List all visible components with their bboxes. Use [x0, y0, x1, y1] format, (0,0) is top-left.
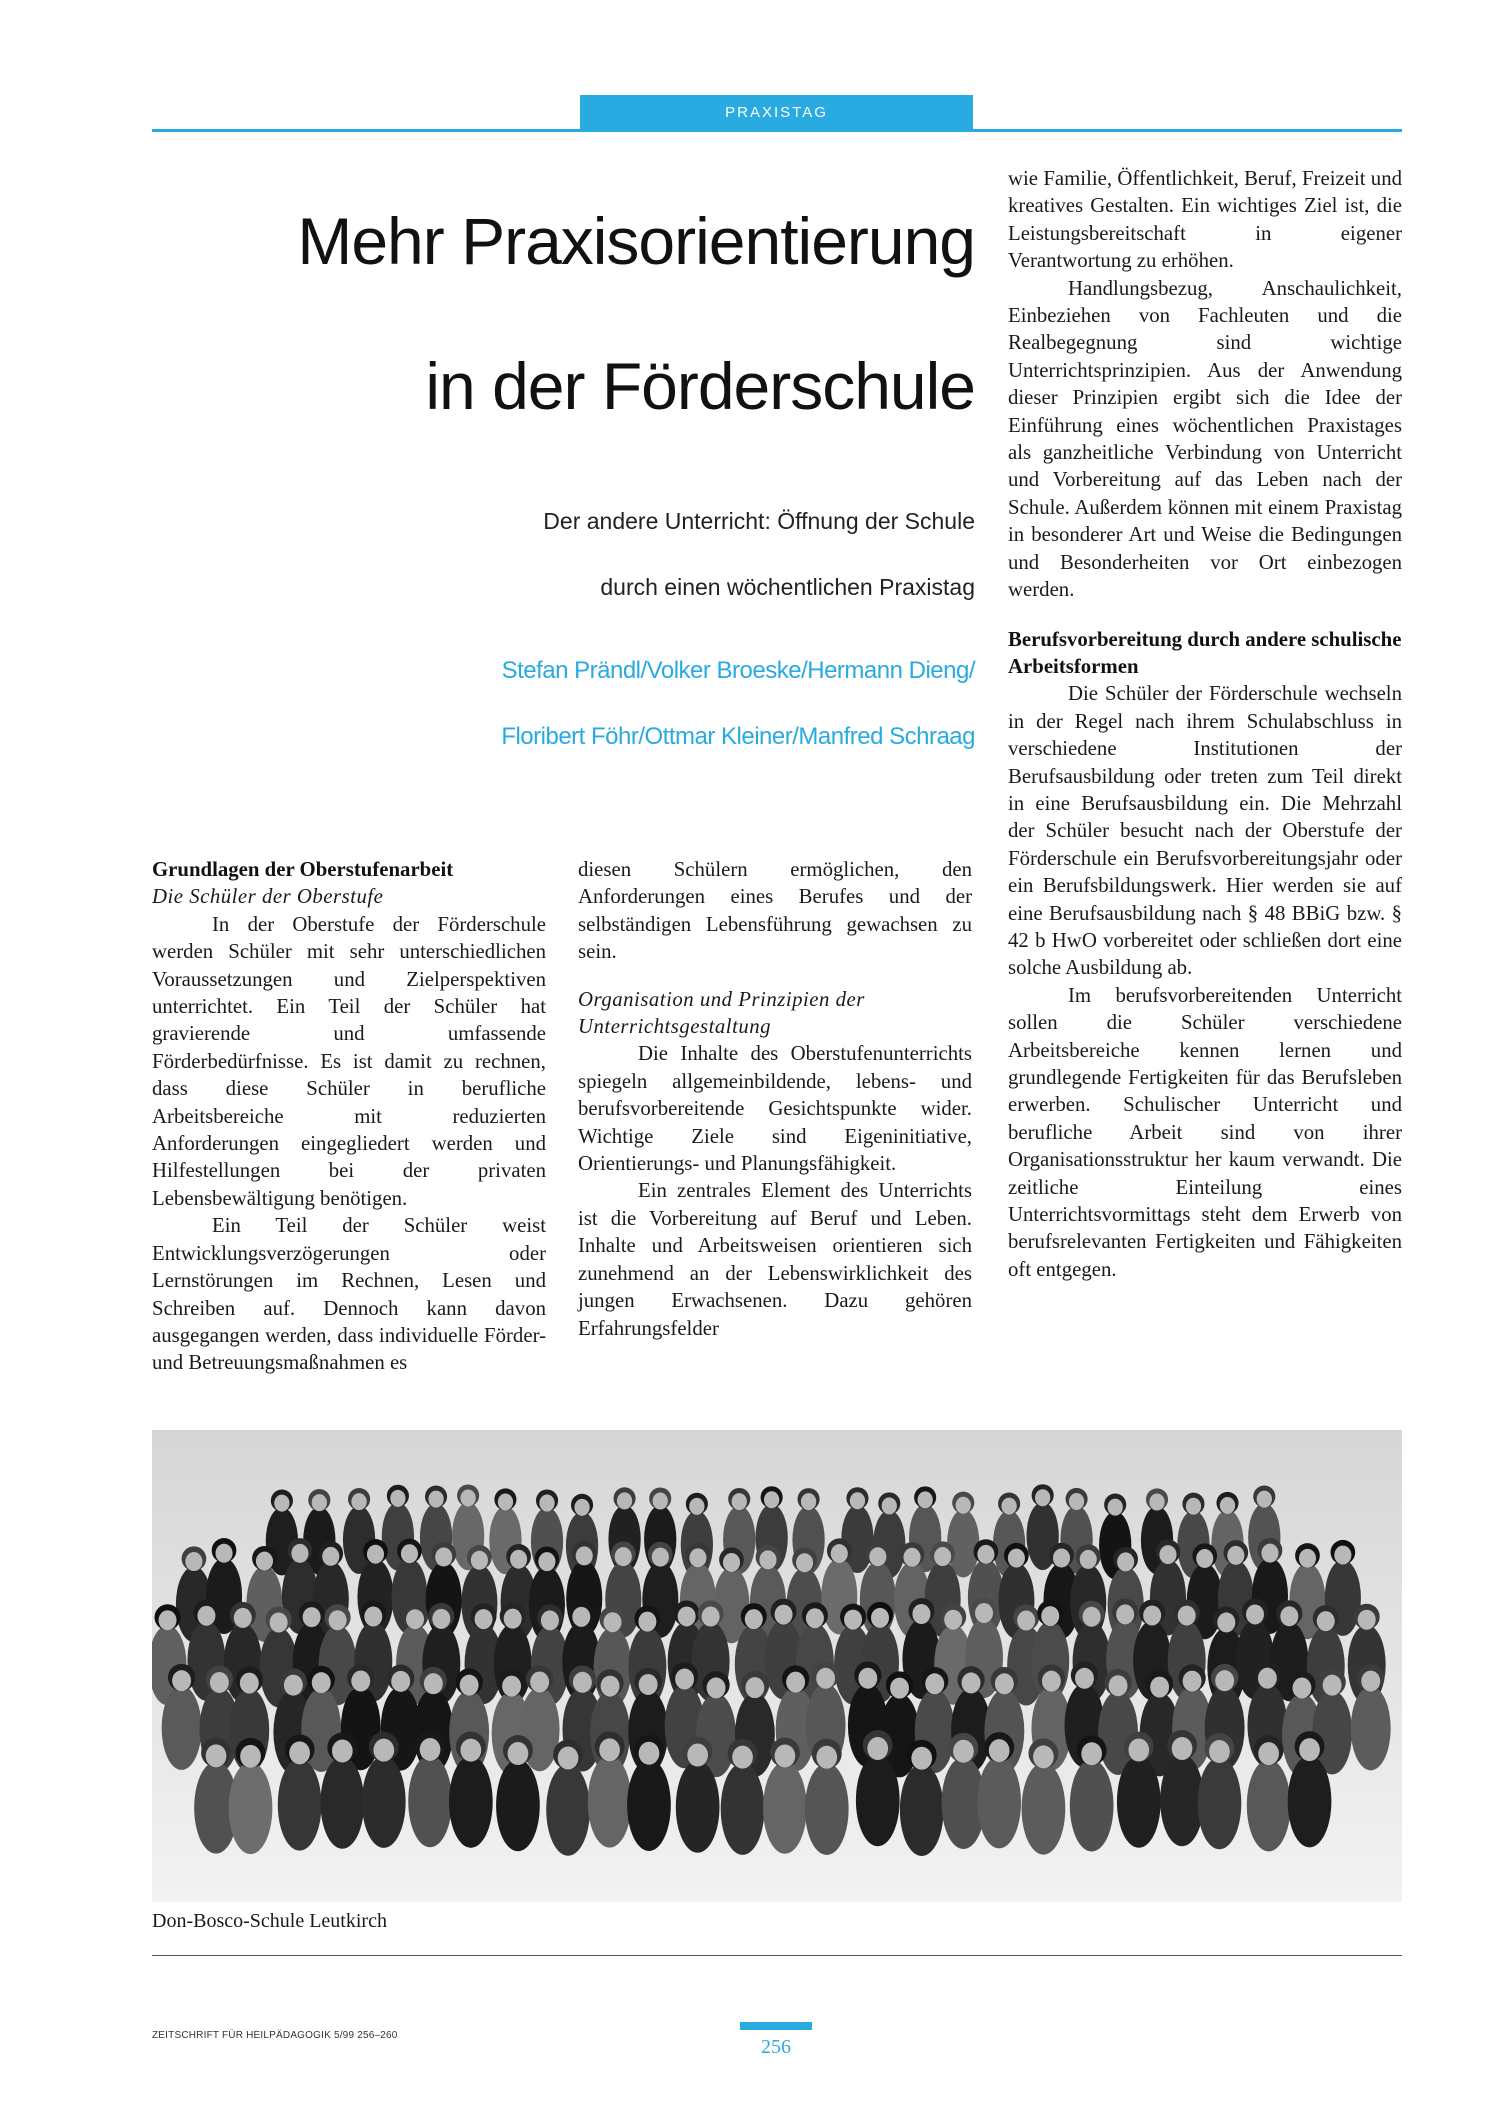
text-column-3 — [1008, 165, 1402, 1283]
paragraph: In der Oberstufe der Förderschule werden Schüler mit sehr unterschiedlichen Voraussetzungen und Zielperspektiven unterrichtet. Ein Teil der Schüler hat gravierende und umfassende Förderbedürfnisse. Es ist damit zu rechnen, dass diese Schüler in berufliche Arbeitsbereiche mit reduzierten Anforderungen eingegliedert werden und Hilfestellungen bei der privaten Lebensbewältigung benötigen. — [152, 912, 546, 1210]
section-heading: Berufsvorbereitung durch andere schulische Arbeitsformen — [1008, 627, 1402, 678]
section-label: PRAXISTAG — [580, 95, 973, 129]
subtitle-line-1: Der andere Unterricht: Öffnung der Schule — [543, 508, 975, 534]
text-column-2 — [578, 856, 972, 1342]
article-title-line-1: Mehr Praxisorientierung — [297, 204, 975, 278]
paragraph: Im berufsvorbereitenden Unterricht sollen die Schüler verschiedene Arbeitsbereiche kennen lernen und grundlegende Fertigkeiten für das Berufsleben erwerben. Schulischer Unterricht und berufliche Arbeit sind von ihrer Organisationsstruktur her kaum verwandt. Die zeitliche Einteilung eines Unterrichtsvormittags steht dem Erwerb von berufsrelevanten Fertigkeiten und Fähigkeiten oft entgegen. — [1008, 983, 1402, 1281]
paragraph: Handlungsbezug, Anschaulichkeit, Einbeziehen von Fachleuten und die Realbegegnung sind wichtige Unterrichtsprinzipien. Aus der Anwendung dieser Prinzipien ergibt sich die Idee der Einführung eines wöchentlichen Praxistages als ganzheitliche Verbindung von Unterricht und Vorbereitung auf das Leben nach der Schule. Außerdem können mit einem Praxistag in besonderer Art und Weise die Bedingungen und Besonderheiten vor Ort einbezogen werden. — [1008, 276, 1402, 602]
section-subheading: Organisation und Prinzipien der Unterrichtsgestaltung — [578, 987, 865, 1039]
photo-caption: Don-Bosco-Schule Leutkirch — [152, 1910, 387, 1932]
authors-line-1: Stefan Prändl/Volker Broeske/Hermann Dieng/ — [501, 657, 975, 684]
footer-rule — [152, 1955, 1402, 1956]
group-photo — [152, 1430, 1402, 1902]
paragraph: Ein Teil der Schüler weist Entwicklungsverzögerungen oder Lernstörungen im Rechnen, Lesen und Schreiben auf. Dennoch kann davon ausgegangen werden, dass individuelle Förder- und Betreuungsmaßnahmen es — [152, 1214, 546, 1375]
header-rule — [152, 129, 1402, 132]
section-subheading: Die Schüler der Oberstufe — [152, 885, 384, 909]
authors-line-2: Floribert Föhr/Ottmar Kleiner/Manfred Schraag — [501, 723, 975, 750]
paragraph: Die Inhalte des Oberstufenunterrichts spiegeln allgemeinbildende, lebens- und berufsvorbereitende Gesichtspunkte wider. Wichtige Ziele sind Eigeninitiative, Orientierungs- und Planungsfähigkeit. — [578, 1042, 972, 1176]
section-heading: Grundlagen der Oberstufenarbeit — [152, 858, 454, 881]
paragraph: Die Schüler der Förderschule wechseln in der Regel nach ihrem Schulabschluss in verschiedene Institutionen der Berufsausbildung oder treten zum Teil direkt in eine Berufsausbildung ein. Die Mehrzahl der Schüler besucht nach der Oberstufe der Förderschule ein Berufsvorbereitungsjahr oder ein Berufsbildungswerk. Hier werden sie auf eine Berufsausbildung nach § 48 BBiG bzw. § 42 b HwO vorbereitet oder schließen dort eine solche Ausbildung ab. — [1008, 682, 1402, 980]
page-number: 256 — [761, 2036, 791, 2058]
paragraph: diesen Schülern ermöglichen, den Anforderungen eines Berufes und der selbständigen Lebensführung gewachsen zu sein. — [578, 858, 972, 964]
paragraph: Ein zentrales Element des Unterrichts ist die Vorbereitung auf Beruf und Leben. Inhalte und Arbeitsweisen orientieren sich zunehmend an der Lebenswirklichkeit des jungen Erwachsenen. Dazu gehören Erfahrungsfelder — [578, 1179, 972, 1340]
text-column-1 — [152, 856, 546, 1377]
subtitle-line-2: durch einen wöchentlichen Praxistag — [600, 574, 975, 600]
page-number-tab — [740, 2022, 812, 2030]
paragraph: wie Familie, Öffentlichkeit, Beruf, Freizeit und kreatives Gestalten. Ein wichtiges Ziel ist, die Leistungsbereitschaft in eigener Verantwortung zu erhöhen. — [1008, 167, 1402, 273]
article-title-line-2: in der Förderschule — [425, 349, 975, 423]
journal-citation: ZEITSCHRIFT FÜR HEILPÄDAGOGIK 5/99 256–260 — [152, 2030, 398, 2041]
